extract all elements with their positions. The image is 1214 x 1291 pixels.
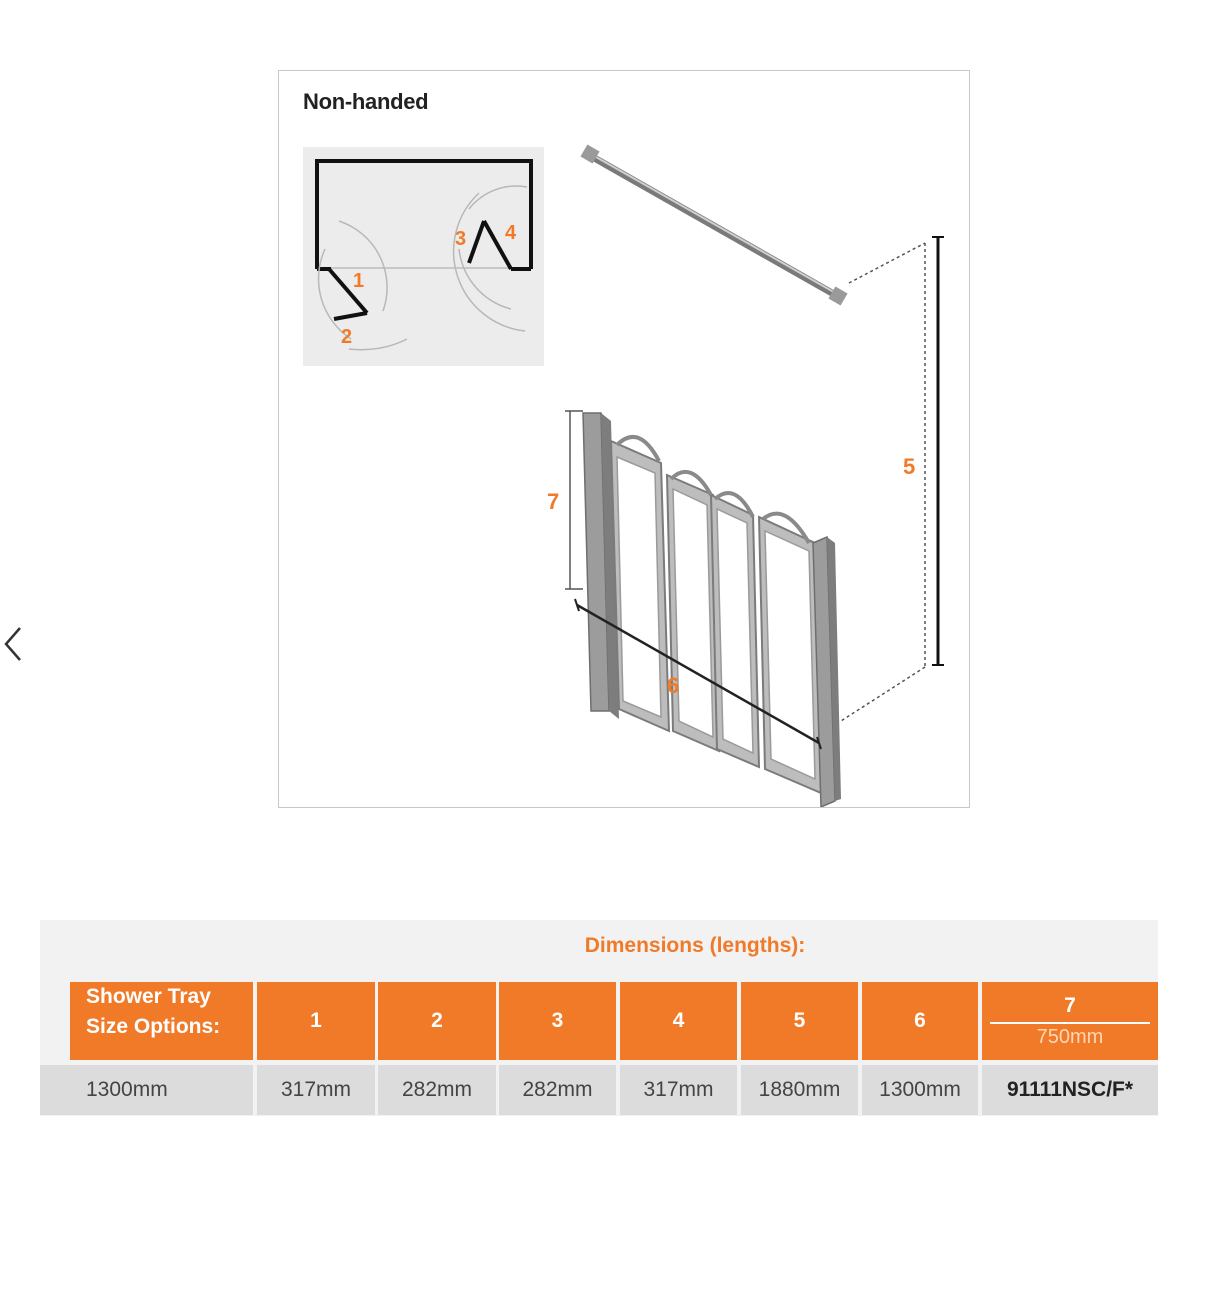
shower-screen-diagram: [279, 71, 969, 807]
header-6: 6: [862, 982, 978, 1060]
header-3: 3: [499, 982, 616, 1060]
header-4: 4: [620, 982, 737, 1060]
row-value-2: 282mm: [378, 1065, 496, 1115]
plan-label-1: 1: [353, 270, 365, 292]
dimension-label-6: 6: [667, 673, 680, 698]
diagram-title: Non-handed: [303, 89, 429, 114]
row-value-5: 1880mm: [741, 1065, 858, 1115]
diagram-panel: [278, 70, 970, 808]
header-size-options: Shower Tray Size Options:: [70, 982, 253, 1060]
header-5: 5: [741, 982, 858, 1060]
row-value-3: 282mm: [499, 1065, 616, 1115]
door-panels: [583, 413, 841, 807]
plan-label-3: 3: [455, 228, 467, 250]
plan-label-2: 2: [341, 326, 353, 348]
dimension-5: [841, 237, 944, 721]
dimensions-table: [40, 920, 1158, 1116]
dimension-label-7: 7: [547, 489, 560, 514]
plan-view: [303, 147, 544, 366]
row-value-6: 1300mm: [862, 1065, 978, 1115]
row-value-1: 317mm: [257, 1065, 375, 1115]
chevron-left-icon[interactable]: [0, 620, 28, 668]
row-product-code: 91111NSC/F*: [982, 1065, 1158, 1115]
top-rail: [580, 144, 847, 305]
row-size: 1300mm: [40, 1065, 253, 1115]
header-2: 2: [378, 982, 496, 1060]
row-value-4: 317mm: [620, 1065, 737, 1115]
dimension-label-5: 5: [903, 454, 916, 479]
plan-label-4: 4: [505, 222, 517, 244]
table-caption: Dimensions (lengths):: [584, 934, 806, 957]
header-7: 7 750mm: [982, 982, 1158, 1060]
header-1: 1: [257, 982, 375, 1060]
dimension-7: [547, 411, 583, 589]
